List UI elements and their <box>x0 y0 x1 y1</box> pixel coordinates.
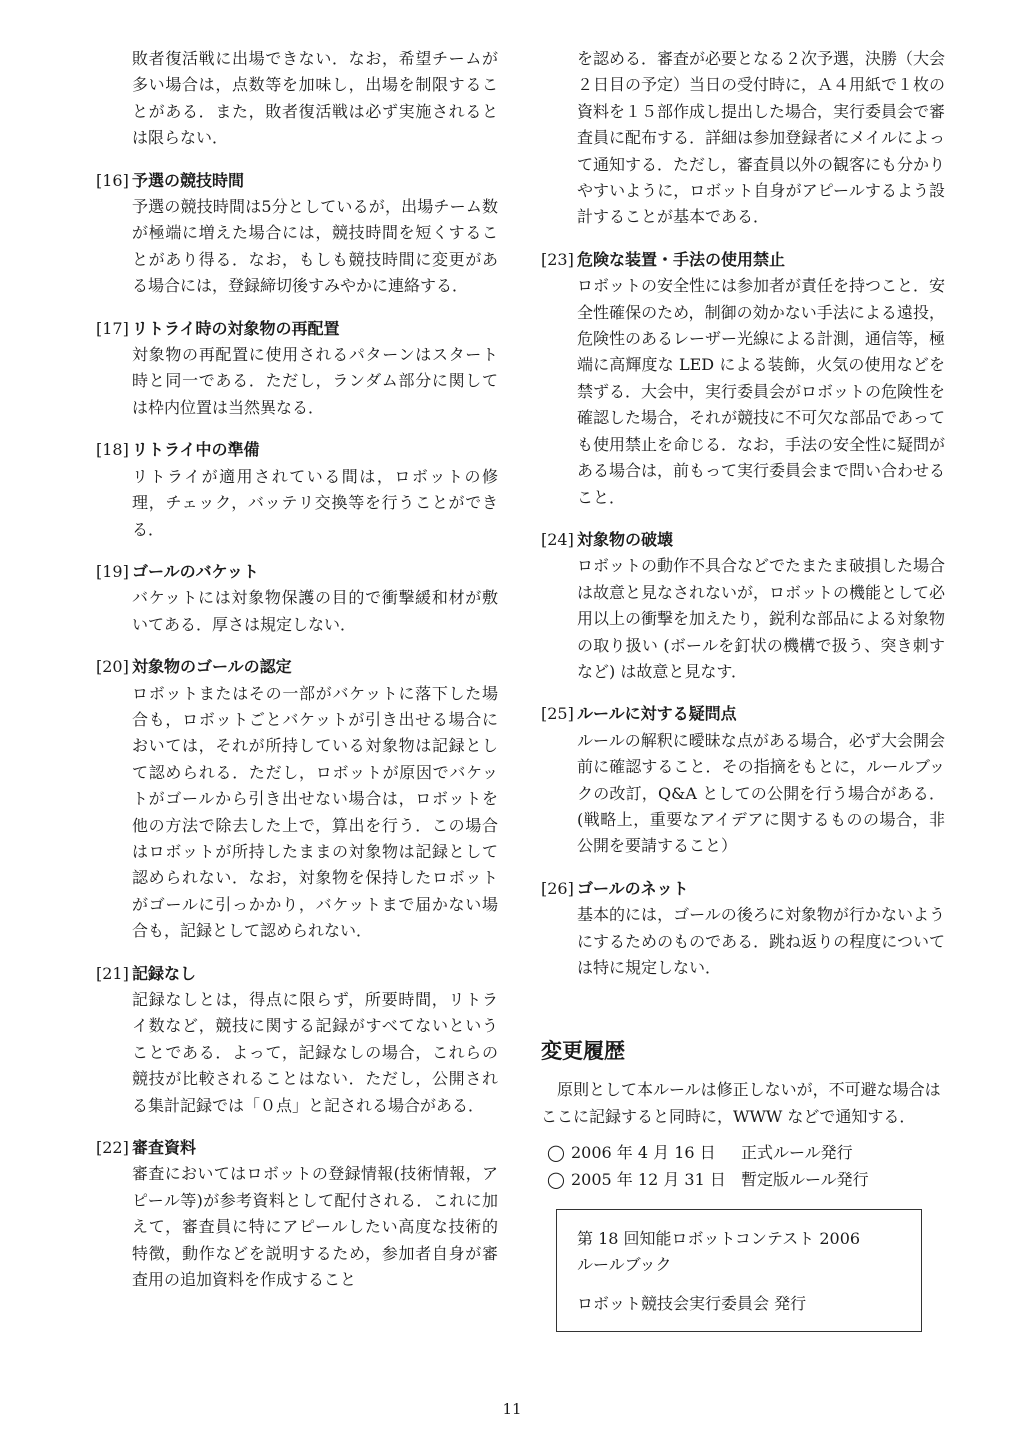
colophon-publisher: ロボット競技会実行委員会 発行 <box>577 1293 807 1313</box>
rule-item-17 <box>96 316 498 422</box>
rule-item-header <box>96 168 498 194</box>
rule-item-16 <box>96 168 498 300</box>
rule-item-number: [18] <box>96 440 129 460</box>
history-entry <box>541 1140 945 1166</box>
change-history-title: 変更履歴 <box>541 1039 625 1064</box>
history-description: 正式ルール発行 <box>741 1143 853 1163</box>
rule-item-26 <box>541 876 945 982</box>
rule-item-body: ロボットの安全性には参加者が責任を持つこと．安全性確保のため，制御の効かない手法による遠投，危険性のあるレーザー光線による計測，通信等，極端に高輝度な LED による装飾，火気の使用などを禁ずる．大会中，実行委員会がロボットの危険性を確認した場合，それが競技に不可欠な部品であっても使用禁止を命じる．なお，手法の安全性に疑問がある場合は，前もって実行委員会まで問い合わせること． <box>577 276 946 507</box>
rule-item-body: 予選の競技時間は5分としているが，出場チーム数が極端に増えた場合には，競技時間を短くすることがあり得る．なお，もしも競技時間に変更がある場合には，登録締切後すみやかに連絡する． <box>132 197 498 296</box>
rule-item-title: リトライ中の準備 <box>132 440 260 460</box>
rule-item-number: [19] <box>96 561 129 581</box>
rule-item-24 <box>541 527 945 685</box>
rule-item-number: [24] <box>541 529 574 549</box>
change-history-section <box>541 1037 945 1332</box>
rule-item-header <box>96 654 498 680</box>
rule-item-title: 記録なし <box>132 963 197 983</box>
rule-item-body: ルールの解釈に曖昧な点がある場合，必ず大会開会前に確認すること．その指摘をもとに，ルールブックの改訂，Q&A としての公開を行う場合がある．(戦略上，重要なアイデアに関するものの場合，非公開を要請すること） <box>577 730 945 856</box>
rule-item-number: [22] <box>96 1138 129 1158</box>
history-date: 2005 年 12 月 31 日 <box>571 1169 726 1189</box>
rule-item-body: リトライが適用されている間は，ロボットの修理，チェック，バッテリ交換等を行うことができる． <box>132 466 498 539</box>
rule-item-number: [23] <box>541 249 574 269</box>
left-continuation-text: 敗者復活戦に出場できない．なお，希望チームが多い場合は，点数等を加味し，出場を制限することがある．また，敗者復活戦は必ず実施されるとは限らない． <box>132 49 498 148</box>
history-date: 2006 年 4 月 16 日 <box>571 1143 716 1163</box>
rule-item-body: 基本的には，ゴールの後ろに対象物が行かないようにするためのものである．跳ね返りの程度については特に規定しない． <box>577 905 945 977</box>
rule-item-title: 対象物のゴールの認定 <box>132 657 292 677</box>
colophon-title: 第 18 回知能ロボットコンテスト 2006 <box>577 1229 861 1249</box>
rule-item-header <box>541 247 945 273</box>
rule-item-body: ロボットまたはその一部がバケットに落下した場合も，ロボットごとバケットが引き出せる場合においては，それが所持している対象物は記録として認められる．ただし，ロボットが原因でバケットがゴールから引き出せない場合は，ロボットを他の方法で除去した上で，算出を行う．この場合はロボットが所持したままの対象物は記録として認められない．なお，対象物を保持したロボットがゴールに引っかかり，バケットまで届かない場合も，記録として認められない． <box>132 683 498 941</box>
colophon-subtitle: ルールブック <box>577 1255 672 1275</box>
left-column <box>96 46 498 1293</box>
rule-item-body: 審査においてはロボットの登録情報(技術情報，アピール等)が参考資料として配付される．これに加えて，審査員に特にアピールしたい高度な技術的特徴，動作などを説明するため，参加者自身が審査用の追加資料を作成すること <box>132 1164 498 1290</box>
rule-item-title: 対象物の破壊 <box>577 529 674 549</box>
rule-item-20 <box>96 654 498 944</box>
rule-item-header <box>96 316 498 342</box>
page-number: 11 <box>502 1400 522 1418</box>
rule-item-body: 記録なしとは，得点に限らず，所要時間，リトライ数など，競技に関する記録がすべてないということである．よって，記録なしの場合，これらの競技が比較されることはない．ただし，公開される集計記録では「０点」と記される場合がある． <box>132 990 498 1115</box>
rule-item-title: 予選の競技時間 <box>132 170 245 190</box>
rule-item-header <box>96 559 498 585</box>
rule-item-body: 対象物の再配置に使用されるパターンはスタート時と同一である．ただし，ランダム部分に関しては枠内位置は当然異なる． <box>132 345 498 417</box>
rule-item-header <box>96 1135 498 1161</box>
circle-bullet-icon: ◯ <box>547 1169 565 1189</box>
rule-item-title: ゴールのバケット <box>132 561 259 581</box>
rule-item-number: [16] <box>96 170 129 190</box>
rule-item-title: 危険な装置・手法の使用禁止 <box>577 249 786 269</box>
history-description: 暫定版ルール発行 <box>741 1169 869 1189</box>
rule-item-number: [17] <box>96 318 129 338</box>
rule-item-header <box>96 437 498 463</box>
colophon-box <box>556 1209 922 1332</box>
circle-bullet-icon: ◯ <box>547 1143 565 1163</box>
change-history-intro: 原則として本ルールは修正しないが，不可避な場合はここに記録すると同時に，WWW などで通知する． <box>541 1080 941 1126</box>
rule-item-title: リトライ時の対象物の再配置 <box>132 318 340 338</box>
rule-item-23 <box>541 247 945 511</box>
rule-item-22 <box>96 1135 498 1293</box>
rule-item-header <box>541 876 945 902</box>
rule-item-title: 審査資料 <box>132 1138 197 1158</box>
history-entry <box>541 1167 945 1193</box>
rule-item-18 <box>96 437 498 543</box>
rule-item-title: ゴールのネット <box>577 878 689 898</box>
rule-item-number: [25] <box>541 704 574 724</box>
rule-item-25 <box>541 701 945 859</box>
rule-item-number: [20] <box>96 657 129 677</box>
rule-item-19 <box>96 559 498 638</box>
rule-item-title: ルールに対する疑問点 <box>577 704 737 724</box>
rule-item-21 <box>96 961 498 1119</box>
right-column <box>541 46 945 1332</box>
right-continuation-text: を認める．審査が必要となる２次予選，決勝（大会２日目の予定）当日の受付時に，Ａ４用紙で１枚の資料を１５部作成し提出した場合，実行委員会で審査員に配布する．詳細は参加登録者にメイルによって通知する．ただし，審査員以外の観客にも分かりやすいように，ロボット自身がアピールするよう設計することが基本である． <box>577 49 946 227</box>
rule-item-body: バケットには対象物保護の目的で衝撃緩和材が敷いてある．厚さは規定しない． <box>132 588 498 634</box>
rule-item-body: ロボットの動作不具合などでたまたま破損した場合は故意と見なされないが，ロボットの機能として必用以上の衝撃を加えたり，鋭利な部品による対象物の取り扱い (ボールを釘状の機構で扱う、突き刺すなど) は故意と見なす． <box>577 556 946 681</box>
rule-item-header <box>541 527 945 553</box>
rule-item-number: [26] <box>541 878 574 898</box>
rule-item-header <box>541 701 945 727</box>
rule-item-number: [21] <box>96 963 129 983</box>
rule-item-header <box>96 961 498 987</box>
